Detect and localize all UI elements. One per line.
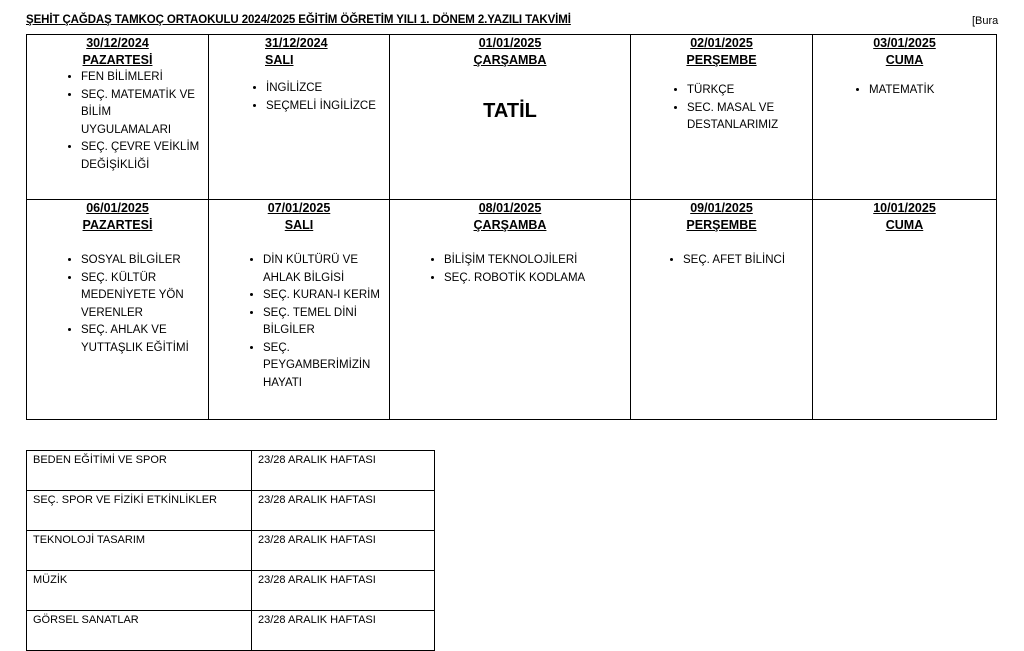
- table-row: [27, 571, 435, 611]
- day-date: 31/12/2024: [265, 36, 328, 50]
- document-title: ŞEHİT ÇAĞDAŞ TAMKOÇ ORTAOKULU 2024/2025 EĞİTİM ÖĞRETİM YILI 1. DÖNEM 2.YAZILI TAKVİMİ: [26, 14, 571, 26]
- day-date: 02/01/2025: [690, 36, 753, 50]
- day-cell: [27, 35, 209, 200]
- lesson-name: TEKNOLOJİ TASARIM: [27, 531, 252, 571]
- subject-item: • SEÇMELİ İNGİLİZCE: [266, 98, 389, 116]
- day-weekday: PERŞEMBE: [686, 53, 757, 67]
- subject-item: • SEÇ. KURAN-I KERİM: [263, 287, 385, 305]
- subject-item: • TÜRKÇE: [687, 82, 812, 100]
- calendar-week-2: [27, 200, 997, 420]
- lesson-week: 23/28 ARALIK HAFTASI: [252, 491, 435, 531]
- day-cell: [813, 200, 997, 420]
- subject-list: [209, 252, 389, 392]
- day-cell: [209, 35, 390, 200]
- subject-item: • DİN KÜLTÜRÜ VE AHLAK BİLGİSİ: [263, 252, 385, 287]
- day-date: 10/01/2025: [873, 201, 936, 215]
- subject-item: • SEÇ. AFET BİLİNCİ: [683, 252, 812, 270]
- day-date: 06/01/2025: [86, 201, 149, 215]
- lesson-week: 23/28 ARALIK HAFTASI: [252, 611, 435, 651]
- subject-list: [209, 80, 389, 115]
- day-cell: [209, 200, 390, 420]
- day-weekday: CUMA: [885, 53, 924, 67]
- subject-item: • SEC. MASAL VE DESTANLARIMIZ: [687, 100, 812, 135]
- day-weekday: PERŞEMBE: [686, 218, 757, 232]
- table-row: [27, 491, 435, 531]
- subject-list: [631, 82, 812, 135]
- day-cell: [27, 200, 209, 420]
- subject-item: • MATEMATİK: [869, 82, 996, 100]
- day-cell: [813, 35, 997, 200]
- subject-item: • SEÇ. ÇEVRE VEİKLİM DEĞİŞİKLİĞİ: [81, 139, 204, 174]
- subject-item: • SEÇ. ROBOTİK KODLAMA: [444, 270, 630, 288]
- exam-calendar-table: [26, 34, 997, 420]
- subject-item: • FEN BİLİMLERİ: [81, 69, 204, 87]
- subject-item: • SEÇ. PEYGAMBERİMİZİN HAYATI: [263, 340, 385, 393]
- lesson-week: 23/28 ARALIK HAFTASI: [252, 531, 435, 571]
- subject-list: [631, 252, 812, 270]
- day-weekday: ÇARŞAMBA: [473, 218, 547, 232]
- subject-list: [390, 252, 630, 287]
- holiday-label: TATİL: [483, 100, 537, 122]
- day-date: 07/01/2025: [267, 201, 331, 215]
- lesson-name: SEÇ. SPOR VE FİZİKİ ETKİNLİKLER: [27, 491, 252, 531]
- subject-item: • SEÇ. KÜLTÜR MEDENİYETE YÖN VERENLER: [81, 270, 204, 323]
- subject-item: • BİLİŞİM TEKNOLOJİLERİ: [444, 252, 630, 270]
- lesson-name: GÖRSEL SANATLAR: [27, 611, 252, 651]
- lesson-weeks-table: [26, 450, 435, 651]
- subject-item: • SEÇ. TEMEL DİNİ BİLGİLER: [263, 305, 385, 340]
- subject-list: [27, 69, 208, 174]
- day-date: 03/01/2025: [873, 36, 936, 50]
- day-weekday: CUMA: [885, 218, 924, 232]
- lesson-week: 23/28 ARALIK HAFTASI: [252, 571, 435, 611]
- subject-item: • İNGİLİZCE: [266, 80, 389, 98]
- corner-note: [Bura: [972, 15, 999, 27]
- day-weekday: SALI: [265, 53, 294, 67]
- subject-item: • SEÇ. AHLAK VE YUTTAŞLIK EĞİTİMİ: [81, 322, 204, 357]
- day-cell: [631, 200, 813, 420]
- table-row: [27, 531, 435, 571]
- subject-list: [27, 252, 208, 357]
- day-cell: [390, 200, 631, 420]
- day-weekday: ÇARŞAMBA: [473, 53, 547, 67]
- day-date: 08/01/2025: [478, 201, 542, 215]
- day-date: 01/01/2025: [478, 36, 542, 50]
- lesson-name: MÜZİK: [27, 571, 252, 611]
- day-cell: [631, 35, 813, 200]
- day-date: 09/01/2025: [690, 201, 753, 215]
- subject-item: • SOSYAL BİLGİLER: [81, 252, 204, 270]
- subject-item: • SEÇ. MATEMATİK VE BİLİM UYGULAMALARI: [81, 87, 204, 140]
- day-weekday: PAZARTESİ: [82, 53, 153, 67]
- subject-list: [813, 82, 996, 100]
- day-date: 30/12/2024: [86, 36, 149, 50]
- lesson-week: 23/28 ARALIK HAFTASI: [252, 451, 435, 491]
- day-cell: [390, 35, 631, 200]
- day-weekday: SALI: [284, 218, 314, 232]
- calendar-week-1: [27, 35, 997, 200]
- table-row: [27, 451, 435, 491]
- lesson-name: BEDEN EĞİTİMİ VE SPOR: [27, 451, 252, 491]
- day-weekday: PAZARTESİ: [82, 218, 153, 232]
